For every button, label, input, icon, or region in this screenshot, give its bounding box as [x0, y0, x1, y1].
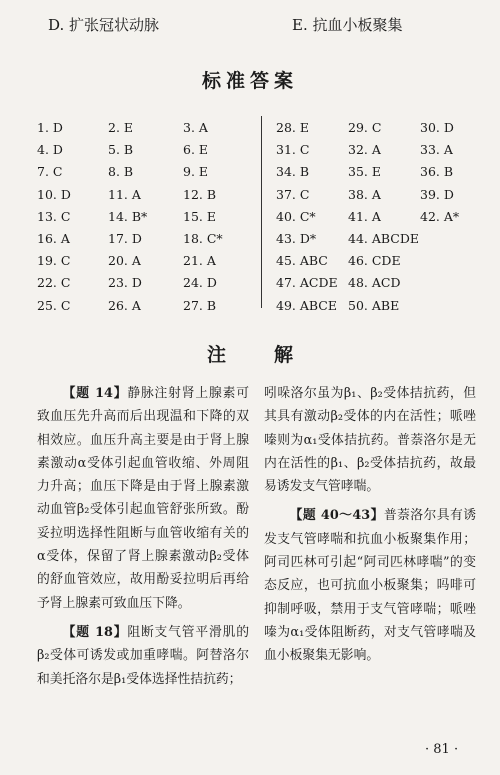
- answer-item: 36. B: [420, 164, 454, 180]
- page-number: · 81 ·: [425, 742, 459, 757]
- answer-item: 49. ABCE: [276, 297, 337, 313]
- question-options: [0, 14, 500, 38]
- answer-item: 44. ABCDE: [348, 231, 420, 246]
- answer-item: 47. ACDE: [276, 275, 338, 291]
- answer-item: 28. E: [276, 120, 309, 135]
- answer-item: 11. A: [108, 186, 141, 202]
- answer-item: 45. ABC: [276, 253, 328, 269]
- note-paragraph: [37, 382, 249, 615]
- note-text: 吲哚洛尔虽为β₁、β₂受体拮抗药，但其具有激动β₂受体的内在活性；哌唑嗪则为α₁受体拮抗药。普萘洛尔是无内在活性的β₁、β₂受体拮抗药，故最易诱发支气管哮喘。: [264, 386, 476, 495]
- answer-item: 2. E: [108, 120, 134, 135]
- answer-item: 5. B: [108, 142, 134, 158]
- answer-item: 8. B: [108, 164, 134, 180]
- note-paragraph: [264, 504, 476, 667]
- note-tag: 【题 14】: [62, 386, 128, 401]
- answer-item: 13. C: [37, 208, 71, 224]
- answer-item: 23. D: [108, 275, 142, 291]
- answer-item: 3. A: [183, 120, 208, 135]
- answer-item: 16. A: [37, 231, 70, 246]
- answer-item: 17. D: [108, 231, 142, 246]
- answer-item: 42. A*: [420, 208, 460, 224]
- answer-item: 35. E: [348, 164, 381, 180]
- answer-item: 32. A: [348, 142, 381, 158]
- answer-item: 37. C: [276, 186, 310, 202]
- answer-item: 39. D: [420, 186, 454, 202]
- answer-table: [0, 110, 500, 315]
- answer-item: 38. A: [348, 186, 381, 202]
- answer-item: 50. ABE: [348, 297, 400, 313]
- answer-item: 40. C*: [276, 208, 316, 224]
- notes-right-column: [264, 382, 476, 668]
- answer-item: 41. A: [348, 208, 381, 224]
- answer-item: 12. B: [183, 186, 217, 202]
- answer-item: 43. D*: [276, 231, 317, 246]
- answer-item: 18. C*: [183, 231, 223, 246]
- answer-item: 6. E: [183, 142, 209, 158]
- answer-item: 21. A: [183, 253, 216, 269]
- answer-item: 24. D: [183, 275, 217, 291]
- answer-item: 30. D: [420, 120, 454, 135]
- option-d: D. 扩张冠状动脉: [48, 16, 160, 34]
- notes-left-column: [37, 382, 249, 691]
- answer-item: 27. B: [183, 297, 217, 313]
- answer-item: 20. A: [108, 253, 141, 269]
- answer-item: 15. E: [183, 208, 216, 224]
- note-text: 静脉注射肾上腺素可致血压先升高而后出现温和下降的双相效应。血压升高主要是由于肾上腺素激动α受体引起血管收缩、外周阻力升高；血压下降是由于肾上腺素激动血管β₂受体引起血管舒张所致。酚妥拉明选择性阻断与血管收缩有关的α受体，保留了肾上腺素激动β₂受体的舒血管效应，故用酚妥拉明后再给予肾上腺素可致血压下降。: [37, 386, 250, 611]
- answer-item: 19. C: [37, 253, 71, 269]
- answer-item: 31. C: [276, 142, 310, 158]
- answers-title: 标准答案: [201, 70, 298, 92]
- answer-item: 9. E: [183, 164, 209, 180]
- note-text: 阻断支气管平滑肌的β₂受体可诱发或加重哮喘。阿替洛尔和美托洛尔是β₁受体选择性拮抗药；: [37, 624, 250, 687]
- note-paragraph: [37, 621, 249, 691]
- answer-item: 26. A: [108, 297, 141, 313]
- notes-heading: 注解: [206, 344, 341, 366]
- answer-item: 1. D: [37, 120, 63, 135]
- answer-item: 7. C: [37, 164, 63, 180]
- note-tag: 【题 18】: [62, 624, 128, 640]
- answer-item: 34. B: [276, 164, 310, 180]
- answer-item: 10. D: [37, 186, 71, 202]
- note-text: 普萘洛尔具有诱发支气管哮喘和抗血小板聚集作用；阿司匹林可引起“阿司匹林哮喘”的变态反应，也可抗血小板聚集；吗啡可抑制呼吸，禁用于支气管哮喘；哌唑嗪为α₁受体阻断药，对支气管哮喘及血小板聚集无影响。: [264, 508, 477, 664]
- note-tag: 【题 40～43】: [289, 508, 384, 524]
- answer-item: 14. B*: [108, 208, 148, 224]
- note-paragraph: [264, 382, 476, 498]
- answer-item: 4. D: [37, 142, 63, 158]
- answer-item: 48. ACD: [348, 275, 401, 291]
- answer-item: 46. CDE: [348, 253, 401, 269]
- option-e: E. 抗血小板聚集: [292, 16, 403, 34]
- column-divider: [261, 116, 262, 308]
- answer-item: 29. C: [348, 120, 382, 135]
- answer-item: 25. C: [37, 297, 71, 313]
- answer-item: 33. A: [420, 142, 453, 158]
- answer-item: 22. C: [37, 275, 71, 291]
